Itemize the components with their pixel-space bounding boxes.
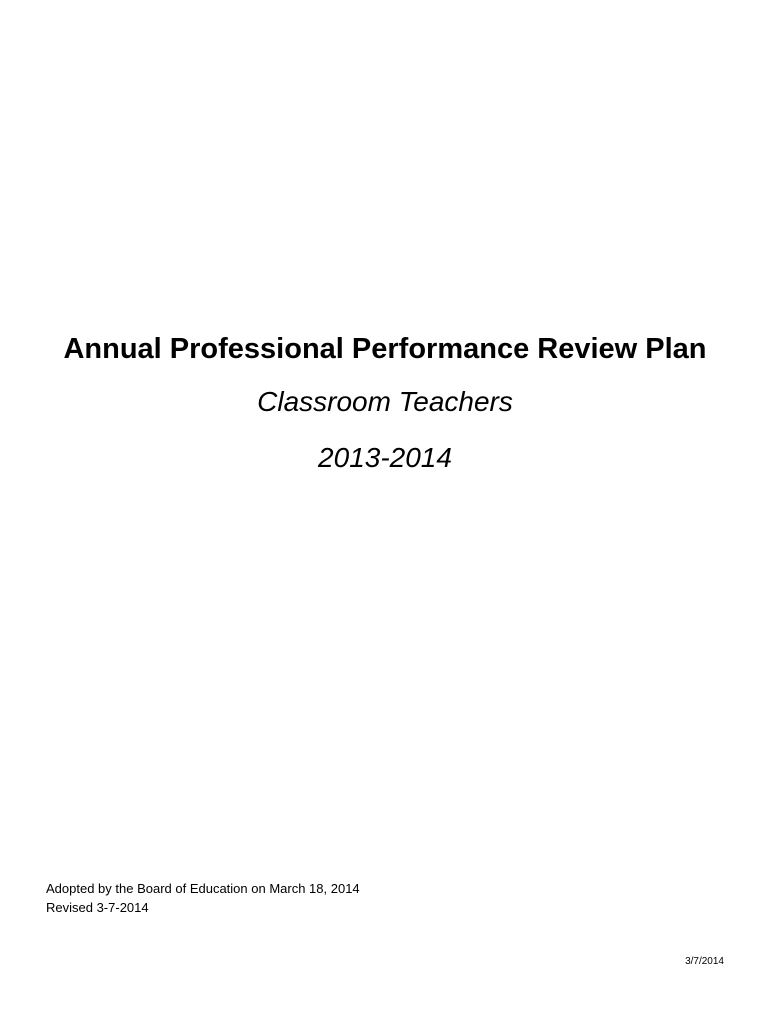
adopted-note: Adopted by the Board of Education on March 18, 2014 — [46, 881, 360, 896]
revised-note: Revised 3-7-2014 — [46, 900, 149, 915]
document-years: 2013-2014 — [318, 442, 452, 473]
document-title: Annual Professional Performance Review Plan — [63, 333, 707, 365]
footer-date: 3/7/2014 — [685, 956, 724, 967]
document-subtitle: Classroom Teachers — [257, 386, 513, 417]
